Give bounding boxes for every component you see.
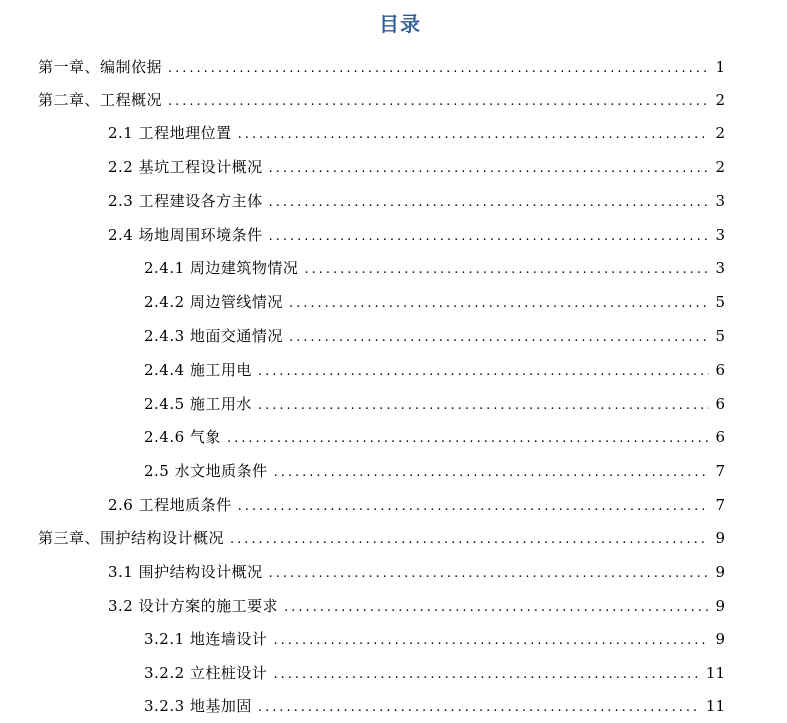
toc-page-number: 11 — [705, 664, 725, 682]
dot-leader — [227, 428, 709, 450]
dot-leader — [289, 327, 709, 349]
toc-entry-label: 3.2 设计方案的施工要求 — [108, 597, 279, 615]
dot-leader — [304, 259, 709, 281]
toc-entry-label: 2.4.3 地面交通情况 — [144, 327, 283, 345]
dot-leader — [258, 361, 709, 383]
toc-entry-2-6[interactable] — [108, 494, 725, 516]
toc-entry-label: 2.4.5 施工用水 — [144, 395, 252, 413]
dot-leader — [230, 529, 709, 551]
toc-entry-2-4[interactable] — [108, 224, 725, 246]
toc-entry-label: 2.1 工程地理位置 — [108, 124, 232, 142]
toc-entry-2-3[interactable] — [108, 190, 725, 212]
toc-entry-2-1[interactable] — [108, 122, 725, 144]
toc-entry-label: 2.6 工程地质条件 — [108, 496, 232, 514]
toc-page-number: 9 — [715, 563, 725, 581]
toc-entry-label: 2.4 场地周围环境条件 — [108, 226, 263, 244]
toc-page-number: 2 — [715, 124, 725, 142]
toc-entry-3-2-1[interactable] — [144, 628, 725, 650]
toc-entry-label: 第二章、工程概况 — [38, 91, 163, 109]
dot-leader — [289, 293, 709, 315]
toc-entry-label: 2.3 工程建设各方主体 — [108, 192, 263, 210]
toc-entry-label: 3.2.1 地连墙设计 — [144, 630, 268, 648]
dot-leader — [168, 58, 709, 80]
dot-leader — [273, 630, 709, 652]
dot-leader — [258, 697, 700, 719]
toc-entry-label: 2.5 水文地质条件 — [144, 462, 268, 480]
toc-entry-chapter-1[interactable] — [38, 56, 725, 78]
toc-entry-label: 3.2.3 地基加固 — [144, 697, 252, 715]
toc-entry-2-4-2[interactable] — [144, 291, 725, 313]
dot-leader — [269, 226, 709, 248]
dot-leader — [238, 496, 709, 518]
toc-entry-2-4-4[interactable] — [144, 359, 725, 381]
dot-leader — [258, 395, 709, 417]
toc-page-number: 9 — [715, 529, 725, 547]
toc-entry-label: 第一章、编制依据 — [38, 58, 163, 76]
toc-entry-chapter-2[interactable] — [38, 89, 725, 111]
toc-page-number: 6 — [715, 395, 725, 413]
toc-page-number: 7 — [715, 496, 725, 514]
toc-entry-label: 2.2 基坑工程设计概况 — [108, 158, 263, 176]
toc-page-number: 3 — [715, 259, 725, 277]
dot-leader — [274, 462, 709, 484]
toc-page-number: 11 — [705, 697, 725, 715]
toc-entry-label: 2.4.2 周边管线情况 — [144, 293, 283, 311]
toc-entry-2-4-3[interactable] — [144, 325, 725, 347]
toc-page-number: 6 — [715, 361, 725, 379]
toc-title: 目录 — [379, 12, 421, 36]
toc-page-number: 3 — [715, 226, 725, 244]
toc-entry-label: 2.4.6 气象 — [144, 428, 221, 446]
toc-entry-3-2-3[interactable] — [144, 695, 725, 717]
dot-leader — [284, 597, 709, 619]
toc-page-number: 2 — [715, 158, 725, 176]
toc-page-number: 9 — [715, 597, 725, 615]
toc-entry-3-2-2[interactable] — [144, 662, 725, 684]
toc-entry-2-5[interactable] — [144, 460, 725, 482]
toc-page-number: 3 — [715, 192, 725, 210]
dot-leader — [273, 664, 699, 686]
toc-page-number: 7 — [715, 462, 725, 480]
toc-entry-chapter-3[interactable] — [38, 527, 725, 549]
toc-entry-label: 3.2.2 立柱桩设计 — [144, 664, 268, 682]
toc-entry-label: 2.4.4 施工用电 — [144, 361, 252, 379]
toc-entry-3-1[interactable] — [108, 561, 725, 583]
toc-page-number: 2 — [715, 91, 725, 109]
toc-entry-2-4-6[interactable] — [144, 426, 725, 448]
toc-entry-3-2[interactable] — [108, 595, 725, 617]
toc-entry-2-4-5[interactable] — [144, 393, 725, 415]
toc-page-number: 1 — [715, 58, 725, 76]
toc-entry-label: 2.4.1 周边建筑物情况 — [144, 259, 299, 277]
toc-page-number: 5 — [715, 327, 725, 345]
toc-page-number: 5 — [715, 293, 725, 311]
toc-entry-2-2[interactable] — [108, 156, 725, 178]
toc-entry-label: 第三章、围护结构设计概况 — [38, 529, 225, 547]
toc-entry-label: 3.1 围护结构设计概况 — [108, 563, 263, 581]
dot-leader — [269, 563, 709, 585]
toc-page-number: 6 — [715, 428, 725, 446]
dot-leader — [238, 124, 709, 146]
dot-leader — [168, 91, 709, 113]
toc-entry-2-4-1[interactable] — [144, 257, 725, 279]
toc-page-number: 9 — [715, 630, 725, 648]
dot-leader — [269, 192, 709, 214]
dot-leader — [269, 158, 709, 180]
